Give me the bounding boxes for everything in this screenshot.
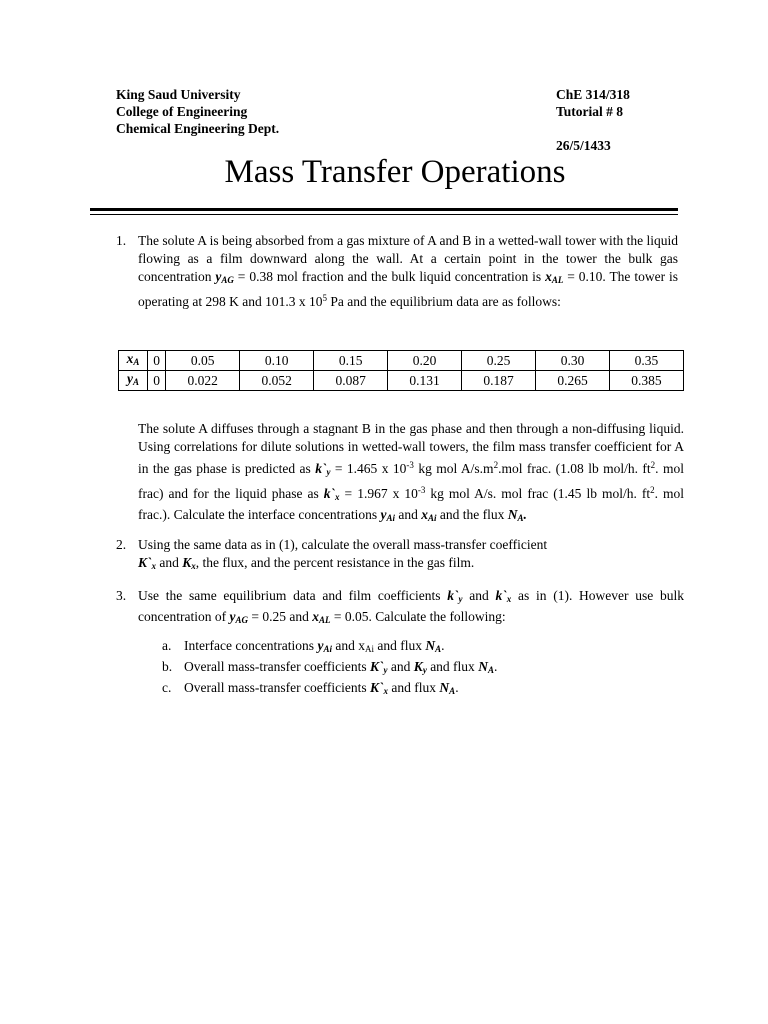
table-cell: 0.022: [166, 371, 240, 391]
header-row-1: [116, 86, 656, 103]
question-3-subitems: [162, 637, 662, 700]
header-row-3: [116, 120, 656, 137]
question-text: The solute A is being absorbed from a gas mixture of A and B in a wetted-wall tower with the liquid flowing as a film downward along the wall. At a certain point in the tower the bulk gas concentration $y_{AG} = 0.38$ mol fraction and the bulk liquid concentration is $x_{AL} = 0.10$. The tower is operating at 298 K and 101.3 x $10^5$ Pa and the equilibrium data are as follows:: [138, 233, 678, 309]
question-number: 1.: [116, 233, 127, 248]
question-1: [116, 232, 678, 311]
table-cell: 0.385: [609, 371, 683, 391]
title-rule-thin: [90, 214, 678, 215]
tutorial-number: Tutorial # 8: [556, 104, 624, 119]
page-title: Mass Transfer Operations: [224, 154, 566, 190]
college-name: College of Engineering: [116, 104, 248, 119]
table-cell: 0.052: [240, 371, 314, 391]
question-text: Use the same equilibrium data and film coefficients $k`_y$ and $k`_x$ as in (1). However use bulk concentration of $y_{AG} = 0.25$ and $x_{AL} = 0.05$. Calculate the following:: [138, 588, 684, 625]
header-row-2: [116, 103, 656, 120]
table-cell: 0.35: [609, 351, 683, 371]
question-1-continued: The solute A diffuses through a stagnant B in the gas phase and then through a non-diffusing liquid. Using correlations for dilute solutions in wetted-wall towers, the film mass transfer coefficient for A in the gas phase is predicted as $k`_y = 1.465$ x $10^{-3}$ kg mol $A/s.m^2.mol$ frac. (1.08 lb mol/h. $ft^2$. mol frac) and for the liquid phase as $k`_x = 1.967$ x $10^{-3}$ kg mol A/s. mol frac (1.45 lb mol/h. $ft^2$. mol frac.). Calculate the interface concentrations $y_{Ai}$ and $x_{Ai}$ and the flux $N_A$.: [138, 421, 685, 523]
table-cell: 0.20: [388, 351, 462, 371]
table-cell: 0.187: [462, 371, 536, 391]
table-cell: 0: [148, 371, 166, 391]
list-item: c. Overall mass-transfer coefficients $K`_x$ and flux $N_A$.: [162, 680, 459, 696]
equilibrium-data-table: [118, 350, 684, 391]
row-label-ya: $y_A$: [119, 371, 148, 391]
table-row-ya: [119, 371, 684, 391]
question-text: Using the same data as in (1), calculate the overall mass-transfer coefficient $K`_x$ and $K_x$, the flux, and the percent resistance in the gas film.: [138, 537, 548, 571]
title-rule-thick: [90, 208, 678, 211]
table-cell: 0.10: [240, 351, 314, 371]
table-cell: 0.265: [536, 371, 610, 391]
table-cell: 0.15: [314, 351, 388, 371]
question-number: 2.: [116, 537, 127, 552]
table-cell: 0.30: [536, 351, 610, 371]
table-cell: 0.05: [166, 351, 240, 371]
list-item: b. Overall mass-transfer coefficients $K`_y$ and $K_y$ and flux $N_A$.: [162, 659, 498, 675]
list-item: a. Interface concentrations $y_{Ai}$ and $x_{Ai}$ and flux $N_A$.: [162, 638, 445, 654]
table-cell: 0.087: [314, 371, 388, 391]
document-date: 26/5/1433: [556, 138, 611, 153]
university-name: King Saud University: [116, 87, 241, 102]
department-name: Chemical Engineering Dept.: [116, 121, 280, 136]
question-3: [116, 587, 684, 629]
course-code: ChE 314/318: [556, 87, 630, 102]
document-header: [116, 86, 656, 154]
table-cell: 0: [148, 351, 166, 371]
table-cell: 0.25: [462, 351, 536, 371]
table-cell: 0.131: [388, 371, 462, 391]
question-number: 3.: [116, 588, 127, 603]
question-2: [116, 536, 678, 575]
table-row-xa: [119, 351, 684, 371]
row-label-xa: $x_A$: [119, 351, 148, 371]
